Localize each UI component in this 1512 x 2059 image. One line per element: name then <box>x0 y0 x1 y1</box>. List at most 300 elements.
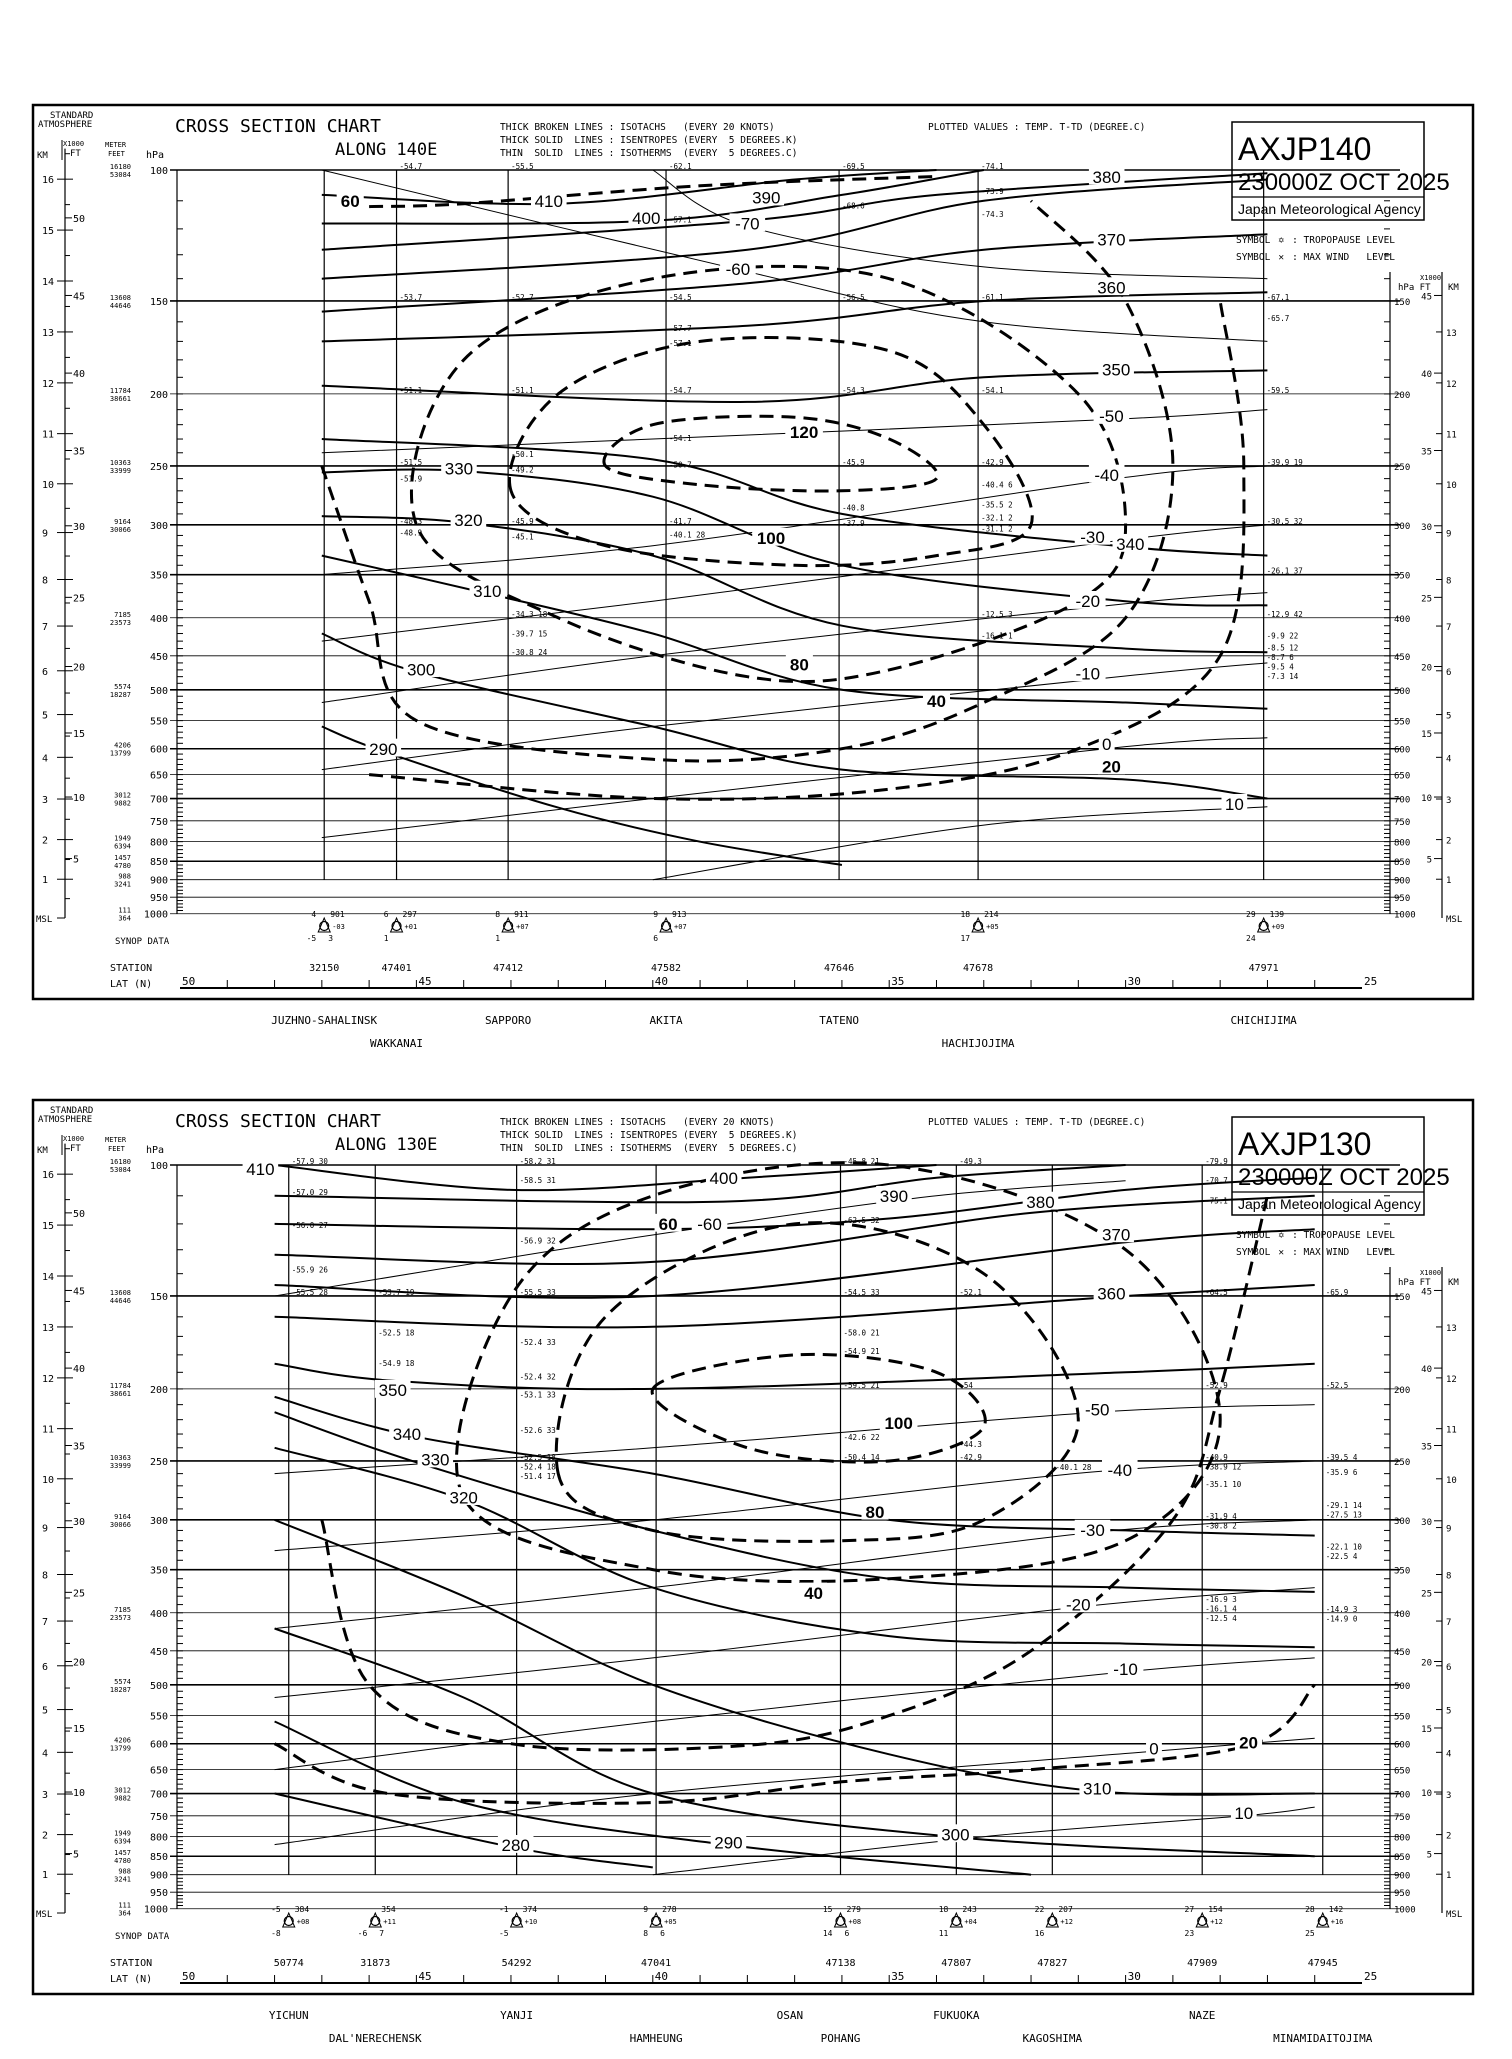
ft-tick-label: 40 <box>73 369 86 381</box>
isotherm-line <box>322 167 1268 341</box>
plotted-temperature: -40.4 6 <box>981 480 1013 490</box>
isotach-label: 100 <box>884 1413 913 1433</box>
legend-isentropes: THICK SOLID LINES : ISENTROPES (EVERY 5 DEGREES.K) <box>500 1130 798 1141</box>
plotted-temperature: -38.9 12 <box>1205 1462 1242 1472</box>
synop-tendency: +07 <box>674 923 687 931</box>
chart-subtitle: ALONG 130E <box>335 1135 438 1155</box>
plotted-temperature: -45.9 <box>842 457 865 467</box>
std-height-feet: 13799 <box>109 1744 131 1753</box>
km-axis-header: KM <box>37 151 48 161</box>
isotherm-label: -50 <box>1099 407 1124 427</box>
synop-temperature: 9 <box>653 910 659 919</box>
km-tick-label: 3 <box>42 795 49 807</box>
plotted-temperature: -51.9 <box>399 474 423 484</box>
ft-tick-label: 35 <box>73 446 86 458</box>
hpa-tick-label: 450 <box>149 1646 168 1658</box>
lat-tick-label: 25 <box>1364 1970 1378 1983</box>
hpa-tick-label: 850 <box>149 857 168 869</box>
synop-temperature: 4 <box>311 910 317 919</box>
isotherm-label: 10 <box>1234 1804 1254 1824</box>
plotted-temperature: -8.5 12 <box>1266 643 1299 653</box>
km-tick-label-right: 2 <box>1446 836 1452 847</box>
hpa-tick-label-right: 350 <box>1394 571 1411 582</box>
plotted-temperature: -68.6 <box>842 201 865 211</box>
station-name: AKITA <box>649 1014 683 1027</box>
ft-tick-label: 50 <box>73 213 86 225</box>
std-height-feet: 53084 <box>109 1166 131 1174</box>
plotted-temperature: -12.5 3 <box>981 609 1013 619</box>
legend-isotherms: THIN SOLID LINES : ISOTHERMS (EVERY 5 DEGREES.C) <box>500 1143 798 1154</box>
hpa-tick-label-right: 250 <box>1394 1457 1411 1468</box>
synop-tendency: +04 <box>964 1918 977 1926</box>
msl-label-right: MSL <box>1446 1909 1463 1920</box>
valid-datetime: 230000Z OCT 2025 <box>1238 169 1450 196</box>
isotach-label: 60 <box>658 1214 678 1234</box>
isentrope-line <box>275 1364 1315 1389</box>
isentrope-label: 320 <box>454 511 483 531</box>
plotted-temperature: -52.5 <box>1325 1380 1349 1390</box>
isotherm-line <box>653 807 1268 880</box>
plotted-temperature: -52.1 <box>959 1287 982 1297</box>
isotherm-label: -50 <box>1084 1400 1110 1420</box>
std-height-feet: 3241 <box>114 1875 131 1884</box>
isotherm-label: -30 <box>1080 1520 1105 1540</box>
km-tick-label-right: 9 <box>1446 1524 1452 1535</box>
ft-tick-label-right: 25 <box>1421 594 1432 605</box>
station-name: KAGOSHIMA <box>1022 2032 1083 2045</box>
symbol-legend-tropopause <box>1236 235 1395 246</box>
lat-tick-label: 50 <box>182 1970 196 1983</box>
hpa-axis-header: hPa <box>146 150 165 161</box>
plotted-temperature: -54.5 <box>669 292 692 302</box>
km-tick-label: 1 <box>42 875 49 887</box>
plotted-temperature: -54.5 33 <box>843 1287 880 1297</box>
symbol-label: SYMBOL <box>1236 235 1271 246</box>
isentrope-line <box>322 556 1268 712</box>
chart-title: CROSS SECTION CHART <box>175 1111 381 1132</box>
synop-pressure: 142 <box>1328 1905 1344 1914</box>
chart-axjp130 <box>33 1100 1473 2045</box>
synop-tendency: +12 <box>1060 1918 1073 1926</box>
right-header-hpa-ft: hPa FT <box>1398 283 1431 293</box>
hpa-tick-label: 300 <box>149 520 168 532</box>
hpa-tick-label-right: 950 <box>1394 894 1411 905</box>
synop-temperature: 9 <box>643 1905 649 1914</box>
hpa-tick-label: 700 <box>149 1789 168 1801</box>
plotted-temperature: -53.7 <box>399 292 423 302</box>
lat-tick-label: 30 <box>1127 1970 1141 1983</box>
isotach-label: 40 <box>804 1583 824 1603</box>
std-height-meters: 988 <box>118 872 131 881</box>
isentrope-line <box>275 1165 1126 1202</box>
hpa-tick-label-right: 1000 <box>1394 1905 1416 1916</box>
isotherm-label: -70 <box>735 214 760 234</box>
plotted-temperature: -41.7 <box>669 516 692 526</box>
plotted-temperature: -51.1 <box>399 385 423 395</box>
hpa-tick-label: 900 <box>149 1870 168 1882</box>
lat-tick-label: 35 <box>891 975 905 988</box>
plotted-temperature: -62.5 32 <box>843 1215 880 1225</box>
msl-label: MSL <box>36 1909 53 1920</box>
hpa-tick-label: 950 <box>149 893 168 905</box>
ft-tick-label-right: 45 <box>1421 1287 1432 1298</box>
std-height-feet: 364 <box>118 914 131 923</box>
hpa-tick-label: 400 <box>149 613 168 625</box>
hpa-tick-label-right: 200 <box>1394 1385 1411 1396</box>
meter-header: METER <box>105 1136 127 1144</box>
station-name: YICHUN <box>268 2009 309 2022</box>
isotherm-line <box>322 663 1268 770</box>
km-tick-label: 8 <box>42 575 49 587</box>
max-wind-icon: ✕ <box>1278 252 1285 263</box>
station-id: 47041 <box>641 1958 672 1969</box>
hpa-tick-label-right: 400 <box>1394 1609 1411 1620</box>
isotach-label: 120 <box>789 423 819 443</box>
station-id: 47971 <box>1248 963 1279 974</box>
std-height-meters: 10363 <box>109 458 131 467</box>
plotted-temperature: -39.9 19 <box>1266 457 1303 467</box>
std-height-feet: 4780 <box>114 1857 131 1866</box>
isotach-line <box>652 1354 985 1462</box>
hpa-tick-label-right: 300 <box>1394 521 1411 532</box>
plotted-temperature: -51.1 <box>511 385 534 395</box>
hpa-tick-label: 850 <box>149 1852 168 1864</box>
hpa-tick-label: 700 <box>149 794 168 806</box>
plotted-temperature: -52.4 32 <box>519 1372 556 1382</box>
synop-dewpoint: 17 <box>960 934 971 943</box>
isotherm-label: 0 <box>1101 734 1112 754</box>
ft-tick-label-right: 20 <box>1421 663 1432 674</box>
legend-isentropes: THICK SOLID LINES : ISENTROPES (EVERY 5 DEGREES.K) <box>500 135 798 146</box>
symbol-legend-maxwind <box>1236 252 1395 263</box>
std-height-feet: 30066 <box>109 525 131 534</box>
ft-tick-label-right: 30 <box>1421 522 1432 533</box>
valid-datetime: 230000Z OCT 2025 <box>1238 1164 1450 1191</box>
plotted-temperature: -52.4 18 <box>519 1462 556 1472</box>
synop-tendency: +11 <box>383 1918 396 1926</box>
std-height-meters: 1457 <box>114 1849 131 1858</box>
legend-isotachs: THICK BROKEN LINES : ISOTACHS (EVERY 20 KNOTS) <box>500 1117 775 1128</box>
std-height-meters: 7185 <box>114 610 131 619</box>
ft-tick-label: 20 <box>73 662 86 674</box>
plotted-temperature: -7.3 14 <box>1266 671 1299 681</box>
synop-pressure: 243 <box>962 1905 977 1914</box>
plotted-temperature: -59.5 <box>1266 385 1290 395</box>
hpa-tick-label-right: 1000 <box>1394 910 1416 921</box>
hpa-tick-label-right: 800 <box>1394 1833 1411 1844</box>
isentrope-label: 280 <box>501 1836 530 1856</box>
plotted-temperature: -52.6 33 <box>519 1426 556 1436</box>
synop-temperature: -5 <box>271 1905 281 1914</box>
ft-tick-label-right: 40 <box>1421 1365 1432 1376</box>
plotted-temperature: -51.4 17 <box>519 1471 556 1481</box>
std-height-meters: 13608 <box>109 1288 131 1297</box>
isotherm-line <box>653 1807 1315 1875</box>
isentrope-label: 300 <box>406 660 436 680</box>
km-tick-label: 14 <box>42 277 55 289</box>
isotherm-label: -60 <box>725 260 751 280</box>
plotted-temperature: -56.9 32 <box>519 1236 556 1246</box>
hpa-tick-label: 800 <box>149 1832 168 1844</box>
standard-atmosphere-label: ATMOSPHERE <box>38 1115 93 1125</box>
hpa-axis-header: hPa <box>146 1145 165 1156</box>
feet-header: FEET <box>108 150 125 158</box>
synop-dewpoint: 6 <box>653 934 659 943</box>
km-tick-label-right: 2 <box>1446 1831 1452 1842</box>
isentrope-line <box>322 170 937 204</box>
hpa-tick-label: 650 <box>149 1765 168 1777</box>
km-tick-label: 12 <box>42 1373 55 1385</box>
plotted-temperature: -58.2 31 <box>519 1157 556 1166</box>
km-tick-label: 11 <box>42 429 55 441</box>
isentrope-label: 300 <box>941 1825 970 1845</box>
hpa-tick-label: 400 <box>149 1608 168 1620</box>
product-code: AXJP140 <box>1238 131 1372 167</box>
km-tick-label: 6 <box>42 666 49 678</box>
plotted-temperature: -40.9 <box>1205 1452 1228 1462</box>
isotherm-line <box>275 1588 1315 1698</box>
ft-tick-label-right: 35 <box>1421 1442 1432 1453</box>
hpa-tick-label-right: 500 <box>1394 686 1411 697</box>
km-tick-label-right: 7 <box>1446 1618 1452 1629</box>
plotted-temperature: -49.3 <box>959 1157 982 1166</box>
isotach-label: 20 <box>1101 757 1121 777</box>
standard-atmosphere-label: ATMOSPHERE <box>38 120 93 130</box>
synop-pressure: 214 <box>984 910 999 919</box>
synop-pressure: 278 <box>662 1905 677 1914</box>
synop-tendency: +10 <box>524 1918 538 1926</box>
std-height-feet: 18287 <box>109 1685 131 1694</box>
km-tick-label-right: 11 <box>1446 430 1457 441</box>
plotted-temperature: -54.7 <box>669 385 692 395</box>
plotted-temperature: -34.3 18 <box>511 609 548 619</box>
isotach-label: 100 <box>756 529 786 549</box>
km-tick-label: 4 <box>42 1748 49 1760</box>
isentrope-label: 360 <box>1097 278 1126 298</box>
hpa-tick-label: 950 <box>149 1888 168 1900</box>
synop-pressure: 913 <box>672 910 687 919</box>
plotted-temperature: -67.1 <box>1266 292 1290 302</box>
km-tick-label-right: 8 <box>1446 1571 1452 1582</box>
synop-dewpoint: 16 <box>1034 1929 1045 1938</box>
hpa-tick-label-right: 700 <box>1394 1790 1411 1801</box>
km-tick-label: 16 <box>42 175 55 187</box>
plotted-temperature: -12.5 4 <box>1205 1613 1237 1623</box>
std-height-meters: 988 <box>118 1867 131 1876</box>
km-tick-label-right: 13 <box>1446 328 1457 339</box>
chart-axjp140 <box>33 105 1473 1050</box>
plotted-temperature: -55.5 28 <box>291 1287 328 1297</box>
ft-tick-label: 30 <box>73 1516 86 1528</box>
plotted-temperature: -26.1 37 <box>1266 566 1303 576</box>
ft-tick-label-right: 20 <box>1421 1658 1432 1669</box>
km-tick-label: 16 <box>42 1170 55 1182</box>
plotted-temperature: -55.9 26 <box>291 1265 328 1275</box>
km-tick-label: 15 <box>42 1221 55 1233</box>
station-name: CHICHIJIMA <box>1230 1014 1297 1027</box>
synop-dewpoint: 1 <box>495 934 501 943</box>
station-row-label: STATION <box>110 963 153 974</box>
hpa-tick-label-right: 600 <box>1394 1740 1411 1751</box>
plotted-temperature: -49.2 <box>511 465 534 475</box>
plotted-temperature: -35.1 10 <box>1205 1480 1242 1490</box>
synop-temperature: 29 <box>1246 910 1256 919</box>
hpa-tick-label-right: 450 <box>1394 652 1411 663</box>
station-id: 47412 <box>493 963 524 974</box>
plotted-temperature: -8.7 6 <box>1266 652 1294 662</box>
isotach-label: 80 <box>865 1502 885 1522</box>
msl-label-right: MSL <box>1446 914 1463 925</box>
ft-tick-label-right: 45 <box>1421 292 1432 303</box>
plotted-temperature: -31.9 4 <box>1205 1511 1237 1521</box>
plotted-temperature: -74.3 <box>981 209 1004 219</box>
plotted-temperature: -58.0 21 <box>843 1328 880 1338</box>
station-name: HAMHEUNG <box>629 2032 683 2045</box>
km-tick-label: 3 <box>42 1790 49 1802</box>
meter-header: METER <box>105 141 127 149</box>
plotted-temperature: -54.1 <box>981 385 1004 395</box>
hpa-tick-label: 250 <box>149 1456 168 1468</box>
plotted-temperature: -45.1 <box>511 532 534 542</box>
isotherm-label: -30 <box>1080 527 1105 547</box>
plotted-temperature: -54.3 <box>842 385 865 395</box>
std-height-meters: 9164 <box>114 1512 131 1521</box>
km-tick-label-right: 5 <box>1446 1706 1452 1717</box>
plotted-temperature: -52.5 18 <box>378 1328 415 1338</box>
plotted-temperature: -48.9 <box>399 528 423 538</box>
plotted-temperature: -44.3 <box>959 1439 982 1449</box>
plotted-temperature: -53.7 19 <box>378 1287 415 1297</box>
km-tick-label: 2 <box>42 835 49 847</box>
hpa-tick-label-right: 350 <box>1394 1566 1411 1577</box>
km-tick-label-right: 10 <box>1446 480 1457 491</box>
ft-tick-label: 15 <box>73 1723 86 1735</box>
plotted-temperature: -42.6 22 <box>843 1432 880 1442</box>
x1000-header: X1000 <box>63 140 85 148</box>
plotted-temperature: -45.9 <box>511 516 534 526</box>
ft-tick-label: 5 <box>73 854 80 866</box>
km-tick-label-right: 11 <box>1446 1425 1457 1436</box>
synop-temperature: 18 <box>938 1905 949 1914</box>
synop-temperature: 15 <box>822 1905 833 1914</box>
hpa-tick-label-right: 150 <box>1394 297 1411 308</box>
ft-tick-label-right: 15 <box>1421 1724 1432 1735</box>
isentrope-label: 290 <box>714 1833 743 1853</box>
symbol-text: : MAX WIND LEVEL <box>1292 252 1396 263</box>
synop-pressure: 354 <box>381 1905 396 1914</box>
standard-atmosphere-label: STANDARD <box>50 1106 94 1116</box>
station-id: 47827 <box>1037 1958 1068 1969</box>
station-name: WAKKANAI <box>370 1037 424 1050</box>
std-height-meters: 11784 <box>109 386 131 395</box>
km-tick-label-right: 1 <box>1446 876 1452 887</box>
isotherm-label: -10 <box>1113 1660 1138 1680</box>
plotted-temperature: -57.1 <box>669 339 692 349</box>
hpa-tick-label-right: 850 <box>1394 1853 1411 1864</box>
std-height-feet: 30066 <box>109 1520 131 1529</box>
plotted-temperature: -56.0 27 <box>291 1221 328 1231</box>
product-code: AXJP130 <box>1238 1126 1372 1162</box>
isotherm-label: -40 <box>1107 1460 1133 1480</box>
ft-tick-label-right: 30 <box>1421 1517 1432 1528</box>
hpa-tick-label-right: 750 <box>1394 817 1411 828</box>
plotted-temperature: -59.5 21 <box>843 1380 880 1390</box>
synop-extra: 7 <box>379 1929 385 1938</box>
isentrope-line <box>275 1196 1315 1264</box>
lat-row-label: LAT (N) <box>110 1974 153 1985</box>
hpa-tick-label: 200 <box>149 1384 168 1396</box>
plotted-temperature: -30.8 24 <box>511 647 548 657</box>
hpa-tick-label: 100 <box>149 166 168 177</box>
synop-tendency: +01 <box>404 923 418 931</box>
isotherm-label: -20 <box>1066 1595 1091 1615</box>
ft-tick-label-right: 5 <box>1426 855 1432 866</box>
isentrope-line <box>275 1285 1315 1327</box>
km-tick-label: 6 <box>42 1661 49 1673</box>
hpa-tick-label-right: 650 <box>1394 771 1411 782</box>
synop-temperature: -1 <box>498 1905 509 1914</box>
plotted-temperature: -12.9 42 <box>1266 609 1303 619</box>
plotted-temperature: -31.1 2 <box>981 524 1013 534</box>
hpa-tick-label-right: 950 <box>1394 1889 1411 1900</box>
ft-tick-label: 5 <box>73 1849 80 1861</box>
std-height-feet: 18287 <box>109 690 131 699</box>
symbol-label: SYMBOL <box>1236 252 1271 263</box>
km-tick-label: 12 <box>42 378 55 390</box>
tropopause-icon: ✡ <box>1278 235 1285 246</box>
synop-pressure: 911 <box>514 910 529 919</box>
plotted-temperature: -16.1 4 <box>1205 1604 1237 1614</box>
msl-label: MSL <box>36 914 53 925</box>
hpa-tick-label: 900 <box>149 875 168 887</box>
synop-dewpoint: 23 <box>1184 1929 1195 1938</box>
std-height-meters: 111 <box>118 1901 131 1910</box>
plotted-temperature: -27.5 13 <box>1325 1510 1362 1520</box>
plotted-temperature: -75.1 <box>1205 1196 1228 1206</box>
plotted-temperature: -14.9 3 <box>1325 1604 1358 1614</box>
synop-tendency: +07 <box>516 923 529 931</box>
plotted-temperature: -54.9 21 <box>843 1346 880 1356</box>
plotted-temperature: -51.5 <box>399 457 423 467</box>
plotted-temperature: -50.7 <box>669 460 692 470</box>
km-tick-label-right: 9 <box>1446 529 1452 540</box>
synop-pressure: 139 <box>1269 910 1285 919</box>
hpa-tick-label-right: 900 <box>1394 1871 1411 1882</box>
isotherm-label: 10 <box>1224 795 1244 815</box>
symbol-text: : TROPOPAUSE LEVEL <box>1292 1230 1396 1241</box>
km-tick-label: 8 <box>42 1570 49 1582</box>
hpa-tick-label: 100 <box>149 1161 168 1172</box>
std-height-meters: 1457 <box>114 854 131 863</box>
plotted-temperature: -16.9 3 <box>1205 1594 1237 1604</box>
legend-isotherms: THIN SOLID LINES : ISOTHERMS (EVERY 5 DEGREES.C) <box>500 148 798 159</box>
std-height-meters: 9164 <box>114 517 131 526</box>
isotach-line <box>556 1223 1078 1542</box>
std-height-feet: 364 <box>118 1909 131 1918</box>
std-height-meters: 5574 <box>114 1677 131 1686</box>
synop-extra: 6 <box>844 1929 850 1938</box>
lat-row-label: LAT (N) <box>110 979 153 990</box>
chart-title: CROSS SECTION CHART <box>175 116 381 137</box>
isentrope-line <box>275 1448 1315 1647</box>
plotted-temperature: -22.1 10 <box>1325 1542 1362 1552</box>
plotted-temperature: -40.1 28 <box>669 530 706 540</box>
station-id: 47401 <box>381 963 412 974</box>
hpa-tick-label-right: 750 <box>1394 1812 1411 1823</box>
isentrope-label: 330 <box>444 459 474 479</box>
ft-tick-label-right: 15 <box>1421 729 1432 740</box>
plotted-temperature: -30.8 2 <box>1205 1521 1237 1531</box>
